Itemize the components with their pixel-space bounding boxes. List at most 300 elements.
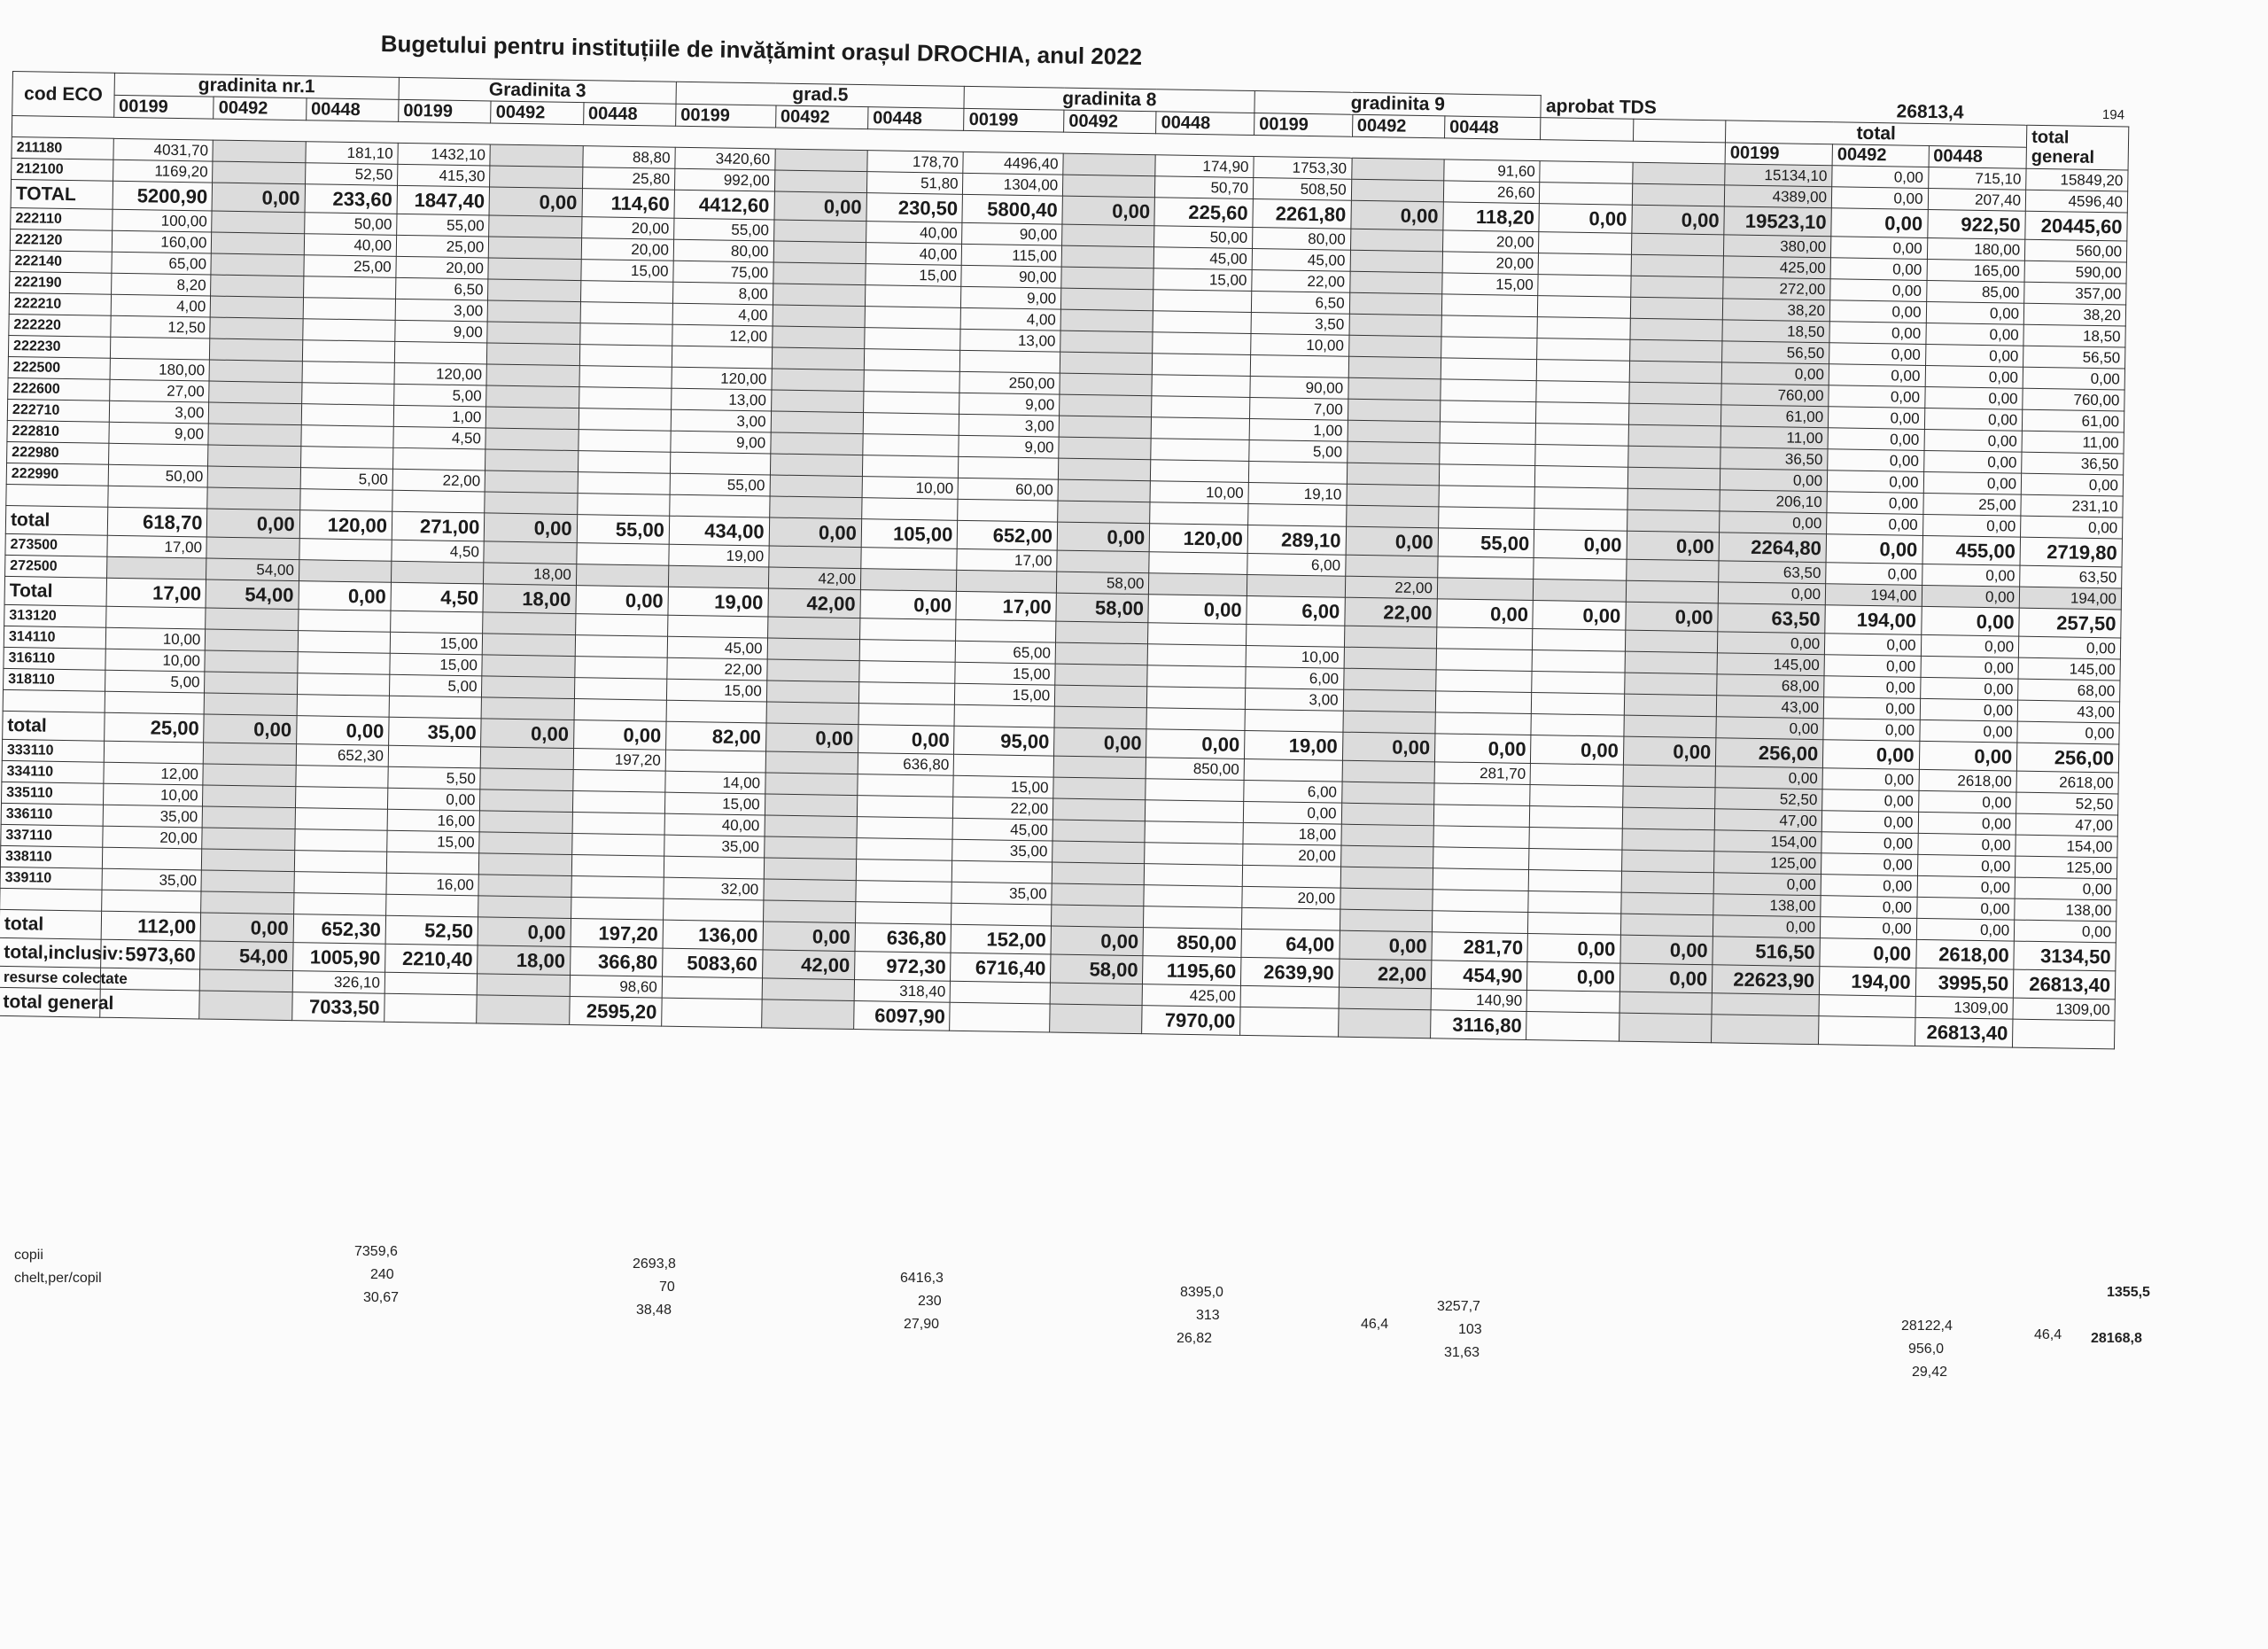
table-cell: 63,50	[1718, 603, 1826, 634]
table-cell: 56,50	[1722, 341, 1829, 364]
table-cell: 7033,50	[291, 992, 384, 1023]
table-cell: 35,00	[102, 868, 202, 891]
g3-00448: 00448	[583, 103, 676, 127]
table-cell: 47,00	[1714, 809, 1821, 832]
row-code: 272500	[5, 555, 107, 578]
table-cell: 68,00	[1717, 674, 1824, 697]
table-cell: 5,00	[1249, 439, 1348, 463]
table-cell: 7970,00	[1142, 1006, 1240, 1036]
table-cell: 0,00	[1820, 917, 1916, 940]
table-cell: 5,00	[390, 674, 483, 697]
table-cell: 90,00	[961, 265, 1061, 288]
table-cell: 18,00	[484, 563, 577, 586]
chelt-label: chelt,per/copil	[14, 1271, 102, 1286]
table-cell: 20,00	[581, 217, 674, 240]
row-code: 318110	[4, 668, 105, 691]
table-cell: 0,00	[1619, 963, 1713, 993]
table-cell: 105,00	[861, 519, 958, 549]
table-cell: 0,00	[1829, 322, 1926, 345]
table-cell: 15,00	[955, 662, 1055, 685]
table-cell: 0,00	[1350, 200, 1443, 230]
right-note-a: 1355,5	[2107, 1285, 2150, 1300]
table-cell: 0,00	[478, 917, 571, 947]
row-code: 339110	[0, 867, 102, 890]
table-cell: 43,00	[2017, 700, 2119, 723]
corner-value: 194	[2101, 107, 2125, 123]
table-cell: 61,00	[2023, 409, 2124, 432]
row-code: 222810	[7, 420, 109, 443]
table-cell: 0,00	[1921, 634, 2019, 657]
table-cell: 10,00	[105, 627, 206, 650]
table-cell: 3,50	[1251, 312, 1349, 335]
table-cell: 0,00	[485, 513, 578, 543]
row-code: 314110	[4, 626, 105, 649]
table-cell: 22,00	[667, 657, 767, 681]
table-cell: 100,00	[112, 209, 212, 232]
table-cell: 1169,20	[113, 159, 213, 183]
table-cell: 5,00	[105, 670, 205, 693]
table-cell: 174,90	[1155, 155, 1254, 178]
g1-00492: 00492	[214, 97, 307, 121]
table-cell: 0,00	[1057, 522, 1150, 552]
table-cell: 256,00	[2016, 743, 2118, 773]
table-cell: 120,00	[672, 367, 772, 390]
table-cell: 45,00	[1154, 247, 1253, 270]
table-cell: 207,40	[1928, 188, 2026, 211]
table-cell: 194,00	[1825, 584, 1922, 607]
table-cell: 225,60	[1154, 198, 1253, 228]
table-cell: 0,00	[1720, 469, 1827, 492]
table-cell: 0,00	[2021, 473, 2123, 496]
row-code: 222230	[8, 335, 110, 358]
aprobat-value: 26813,4	[1896, 101, 1964, 123]
table-cell: 32,00	[664, 877, 764, 900]
g9-footer-1: 103	[1458, 1322, 1482, 1337]
table-cell: 760,00	[2023, 388, 2124, 411]
row-code: total	[0, 909, 101, 939]
table-cell: 3995,50	[1915, 968, 2014, 998]
table-cell: 0,00	[1716, 717, 1823, 740]
table-cell: 0,00	[860, 590, 957, 620]
g9-footer-2: 31,63	[1444, 1345, 1480, 1360]
table-cell: 35,00	[951, 882, 1052, 905]
table-cell: 11,00	[2022, 431, 2124, 454]
table-cell: 5,00	[300, 468, 393, 491]
table-cell: 50,70	[1155, 176, 1254, 199]
table-cell: 230,50	[866, 193, 963, 223]
table-cell: 9,00	[959, 393, 1060, 416]
table-cell: 20,00	[396, 256, 489, 279]
table-cell: 26813,40	[2013, 969, 2115, 1000]
row-code: resurse colectate	[0, 966, 100, 989]
group-gradinita-9: gradinita 9	[1254, 91, 1542, 118]
g3-00492: 00492	[491, 101, 584, 125]
table-cell: 6716,40	[951, 953, 1051, 983]
tot-00448: 00448	[1929, 145, 2027, 168]
table-cell: 15,00	[955, 683, 1055, 706]
table-cell: 0,00	[1918, 812, 2016, 835]
table-cell: 425,00	[1723, 256, 1830, 279]
table-cell: 0,00	[576, 586, 669, 616]
table-cell: 18,00	[483, 584, 576, 614]
table-cell: 140,90	[1431, 989, 1527, 1012]
row-code: total	[3, 711, 105, 741]
table-cell: 2261,80	[1253, 199, 1351, 229]
table-cell: 154,00	[1714, 830, 1821, 853]
table-cell: 0,00	[1718, 582, 1825, 605]
total-group-header: total	[1725, 121, 2026, 147]
table-cell: 8,20	[111, 273, 211, 296]
page-title: Bugetului pentru instituțiile de invățămint orașul DROCHIA, anul 2022	[380, 30, 1143, 70]
table-cell: 35,00	[389, 717, 482, 747]
table-cell: 0,00	[1051, 926, 1144, 956]
table-cell: 38,20	[1722, 299, 1829, 322]
table-cell: 14,00	[665, 771, 765, 794]
table-cell: 36,50	[1720, 447, 1828, 471]
group-gradinita-8: gradinita 8	[964, 86, 1254, 113]
row-code: 338110	[0, 845, 102, 868]
row-code: 222110	[11, 207, 113, 230]
table-cell: 0,00	[763, 922, 856, 952]
table-cell: 26,60	[1443, 181, 1540, 204]
table-cell: 0,00	[1923, 471, 2022, 494]
row-code: 222600	[8, 377, 110, 401]
table-cell: 0,00	[1924, 386, 2023, 409]
table-cell: 0,00	[1820, 938, 1916, 968]
table-cell: 19,00	[668, 587, 768, 617]
table-cell: 9,00	[109, 422, 209, 445]
g8-00199: 00199	[964, 108, 1064, 132]
table-cell: 0,00	[1829, 364, 1925, 387]
group-grad-5: grad.5	[676, 82, 965, 108]
table-cell: 1,00	[1249, 418, 1348, 441]
copii-label: copii	[14, 1248, 43, 1263]
row-code: 211180	[12, 136, 113, 159]
table-cell: 19,10	[1248, 482, 1347, 505]
table-cell: 4031,70	[113, 138, 214, 161]
table-cell: 35,00	[103, 805, 203, 828]
aprobat-label: aprobat TDS	[1545, 95, 1657, 118]
table-cell: 5,00	[394, 384, 487, 407]
table-cell: 18,50	[1722, 320, 1829, 343]
table-cell: 90,00	[962, 222, 1062, 245]
table-cell: 15,00	[1442, 273, 1539, 296]
table-cell: 75,00	[673, 261, 773, 284]
table-cell: 18,00	[478, 945, 571, 976]
table-cell: 125,00	[2016, 856, 2117, 879]
table-cell: 0,00	[1925, 344, 2023, 367]
row-code: 212100	[12, 158, 113, 181]
table-cell: 3,00	[1245, 688, 1343, 711]
table-cell: 6,00	[1247, 595, 1345, 626]
table-cell: 54,00	[206, 579, 299, 610]
table-cell: 1309,00	[2013, 998, 2115, 1021]
table-cell: 0,00	[1830, 258, 1927, 281]
table-cell: 20,00	[1243, 844, 1341, 867]
row-code: 313120	[4, 604, 106, 627]
row-code: 222220	[9, 314, 111, 337]
table-cell: 55,00	[670, 473, 770, 496]
table-cell: 54,00	[206, 558, 299, 581]
table-cell: 181,10	[306, 142, 399, 165]
g9-00199: 00199	[1254, 113, 1353, 137]
table-cell: 65,00	[956, 641, 1056, 664]
table-cell: 0,00	[1919, 741, 2017, 771]
table-cell: 20,00	[1242, 886, 1340, 909]
table-cell: 0,00	[1920, 677, 2018, 700]
table-cell: 40,00	[866, 243, 962, 266]
table-cell: 2719,80	[2020, 537, 2122, 567]
g8-footer-1: 313	[1196, 1308, 1220, 1323]
table-cell: 4496,40	[963, 152, 1063, 175]
table-cell: 40,00	[304, 234, 397, 257]
table-cell: 0,00	[1830, 237, 1927, 260]
table-cell: 256,00	[1715, 738, 1823, 768]
table-cell: 0,00	[1623, 736, 1716, 766]
row-code: 222990	[6, 463, 108, 486]
table-cell: 12,50	[111, 315, 211, 338]
table-cell: 0,00	[1531, 735, 1624, 766]
table-cell: 0,00	[1922, 585, 2020, 608]
table-cell: 22623,90	[1712, 965, 1820, 995]
table-cell: 91,60	[1444, 159, 1541, 183]
table-cell: 160,00	[112, 230, 212, 253]
table-cell: 15,00	[390, 653, 483, 676]
row-code: 222980	[7, 441, 109, 464]
table-cell: 7,00	[1250, 397, 1348, 420]
table-cell: 6,00	[1247, 553, 1346, 576]
table-cell: 0,00	[765, 723, 858, 753]
table-cell: 5083,60	[663, 948, 763, 978]
table-cell: 6097,90	[854, 1001, 951, 1031]
table-cell: 180,00	[110, 358, 210, 381]
table-cell: 0,00	[1434, 734, 1531, 764]
table-cell: 120,00	[1150, 524, 1248, 554]
table-cell: 145,00	[2018, 657, 2120, 681]
table-cell: 4,00	[111, 294, 211, 317]
group-gradinita-1: gradinita nr.1	[114, 73, 400, 99]
table-cell: 5973,60	[100, 939, 200, 969]
table-cell: 43,00	[1716, 696, 1823, 719]
table-cell: 0,00	[1827, 492, 1923, 515]
table-cell: 0,00	[296, 716, 389, 746]
table-cell: 0,00	[1527, 933, 1620, 963]
table-cell: 58,00	[1051, 954, 1144, 984]
table-cell: 85,00	[1926, 280, 2024, 303]
g9-00448: 00448	[1444, 116, 1541, 140]
table-cell: 17,00	[106, 578, 206, 608]
table-cell: 9,00	[959, 435, 1059, 458]
table-cell: 0,00	[1148, 595, 1247, 625]
table-cell: 0,00	[1916, 897, 2015, 920]
table-cell: 2618,00	[1919, 769, 2017, 792]
table-cell: 0,00	[1715, 766, 1822, 789]
row-code: Total	[4, 576, 106, 606]
table-cell: 11,00	[1720, 426, 1828, 449]
table-cell: 0,00	[1917, 875, 2016, 898]
table-cell: 652,30	[296, 744, 389, 767]
table-cell: 68,00	[2018, 679, 2120, 702]
table-cell: 0,00	[212, 183, 305, 213]
table-cell: 4,50	[393, 426, 486, 449]
table-cell: 2618,00	[2016, 771, 2118, 794]
table-cell: 6,00	[1246, 666, 1344, 689]
table-cell: 55,00	[1438, 528, 1534, 558]
table-cell: 0,00	[1831, 187, 1928, 210]
table-cell: 257,50	[2019, 608, 2121, 638]
tot-footer-0: 28122,4	[1901, 1318, 1953, 1334]
table-cell: 0,00	[1917, 833, 2016, 856]
table-cell: 0,00	[1539, 204, 1632, 234]
table-cell: 19,00	[669, 544, 769, 567]
table-cell: 1847,40	[397, 185, 490, 215]
table-cell: 58,00	[1056, 593, 1149, 623]
tot-00492: 00492	[1832, 144, 1929, 167]
table-cell: 22,00	[1339, 959, 1432, 989]
table-cell: 0,00	[1827, 471, 1923, 494]
table-cell: 20,00	[1442, 230, 1539, 253]
table-cell: 4596,40	[2025, 190, 2127, 213]
table-cell: 26813,40	[1915, 1017, 2013, 1047]
table-cell: 4412,60	[674, 190, 774, 220]
table-cell: 3134,50	[2014, 941, 2116, 971]
table-cell: 38,20	[2023, 303, 2125, 326]
table-cell: 0,00	[1829, 385, 1925, 408]
table-cell: 45,00	[952, 818, 1052, 841]
table-cell: 281,70	[1434, 762, 1531, 785]
table-cell: 4,00	[960, 307, 1060, 331]
table-cell: 35,00	[664, 835, 765, 858]
table-cell: 0,00	[204, 714, 297, 744]
table-cell: 55,00	[674, 218, 774, 241]
row-code: 222140	[10, 250, 112, 273]
table-cell: 0,00	[1923, 450, 2022, 473]
table-cell: 0,00	[774, 191, 867, 222]
table-cell: 281,70	[1432, 932, 1528, 962]
table-cell: 136,00	[663, 920, 763, 950]
table-cell: 25,00	[104, 712, 204, 743]
table-cell: 15,00	[387, 830, 480, 853]
table-cell: 0,00	[1243, 801, 1341, 824]
table-cell: 15134,10	[1725, 164, 1832, 187]
table-cell: 6,00	[1244, 780, 1342, 803]
table-cell: 850,00	[1146, 758, 1245, 781]
row-code: 273500	[5, 533, 107, 556]
table-cell: 366,80	[570, 947, 663, 977]
table-cell: 154,00	[2016, 835, 2117, 858]
table-cell: 15,00	[866, 264, 962, 287]
g5-footer-2: 27,90	[904, 1317, 940, 1332]
table-cell: 590,00	[2024, 261, 2126, 284]
table-cell: 972,30	[854, 952, 951, 982]
table-cell: 10,00	[105, 649, 206, 672]
table-cell: 17,00	[107, 535, 207, 558]
table-cell: 10,00	[1246, 645, 1344, 668]
table-cell: 0,00	[1821, 875, 1917, 898]
table-cell: 760,00	[1721, 384, 1829, 407]
table-cell: 65,00	[112, 252, 212, 275]
table-cell: 2618,00	[1915, 939, 2014, 969]
row-code: TOTAL	[11, 179, 113, 209]
table-cell: 0,00	[1828, 407, 1924, 430]
table-cell: 40,00	[866, 222, 963, 245]
table-cell: 15,00	[1153, 268, 1252, 292]
table-cell: 25,80	[582, 167, 675, 191]
g9-00492: 00492	[1352, 114, 1445, 138]
table-cell: 0,00	[481, 719, 574, 749]
table-cell: 0,00	[1821, 832, 1918, 855]
table-cell: 0,00	[1721, 362, 1829, 385]
g5-00492: 00492	[775, 105, 868, 129]
g1-00448: 00448	[306, 98, 399, 122]
table-cell: 0,00	[1632, 205, 1725, 235]
table-cell: 17,00	[957, 548, 1057, 572]
table-cell: 0,00	[1346, 526, 1439, 556]
total-general-header: total general	[2026, 125, 2129, 170]
row-code: 316110	[4, 647, 105, 670]
table-cell: 20,00	[1442, 252, 1539, 275]
row-code: 334110	[2, 760, 104, 783]
g1-footer-1: 240	[370, 1267, 394, 1282]
table-cell: 194,00	[2019, 587, 2121, 610]
row-code: 336110	[1, 803, 103, 826]
row-code: 333110	[2, 739, 104, 762]
table-cell: 0,00	[1926, 301, 2024, 324]
table-cell: 289,10	[1247, 525, 1346, 555]
g5-00199: 00199	[676, 104, 776, 128]
table-cell: 0,00	[1822, 768, 1919, 791]
table-cell: 0,00	[1437, 599, 1534, 629]
table-cell: 0,00	[2014, 920, 2116, 943]
tot-footer-extra: 46,4	[2034, 1327, 2062, 1342]
table-cell: 25,00	[396, 235, 489, 258]
table-cell: 415,30	[398, 164, 491, 187]
table-cell: 22,00	[953, 797, 1053, 820]
table-cell: 125,00	[1714, 852, 1821, 875]
table-cell: 20,00	[581, 238, 674, 261]
table-cell: 15,00	[666, 679, 766, 702]
table-cell: 8,00	[672, 282, 773, 305]
table-cell: 42,00	[762, 950, 855, 980]
row-code: 222710	[7, 399, 109, 422]
table-cell: 52,50	[2016, 792, 2118, 815]
table-cell: 0,00	[1534, 530, 1627, 560]
table-cell: 120,00	[299, 510, 392, 541]
table-cell: 35,00	[952, 839, 1052, 862]
table-cell: 55,00	[577, 515, 670, 545]
cod-eco-header: cod ECO	[12, 72, 115, 118]
table-cell: 52,50	[1715, 788, 1822, 811]
table-cell: 0,00	[1918, 790, 2016, 813]
table-cell: 0,00	[299, 581, 392, 611]
table-cell: 80,00	[673, 239, 773, 262]
table-cell: 0,00	[1922, 564, 2020, 587]
table-cell: 9,00	[671, 431, 771, 454]
table-cell: 52,50	[385, 915, 478, 945]
table-cell: 0,00	[1824, 655, 1921, 678]
table-cell: 0,00	[1054, 727, 1147, 758]
table-cell: 25,00	[1922, 493, 2021, 516]
table-cell: 0,00	[1527, 961, 1620, 992]
table-cell: 0,00	[1717, 632, 1824, 655]
table-cell: 63,50	[1719, 561, 1826, 584]
table-cell: 1195,60	[1143, 956, 1241, 986]
table-cell: 10,00	[1150, 481, 1248, 504]
table-cell: 95,00	[954, 726, 1054, 756]
table-cell: 4,00	[672, 303, 773, 326]
table-cell: 20,00	[102, 826, 202, 849]
table-cell: 45,00	[1252, 249, 1350, 272]
